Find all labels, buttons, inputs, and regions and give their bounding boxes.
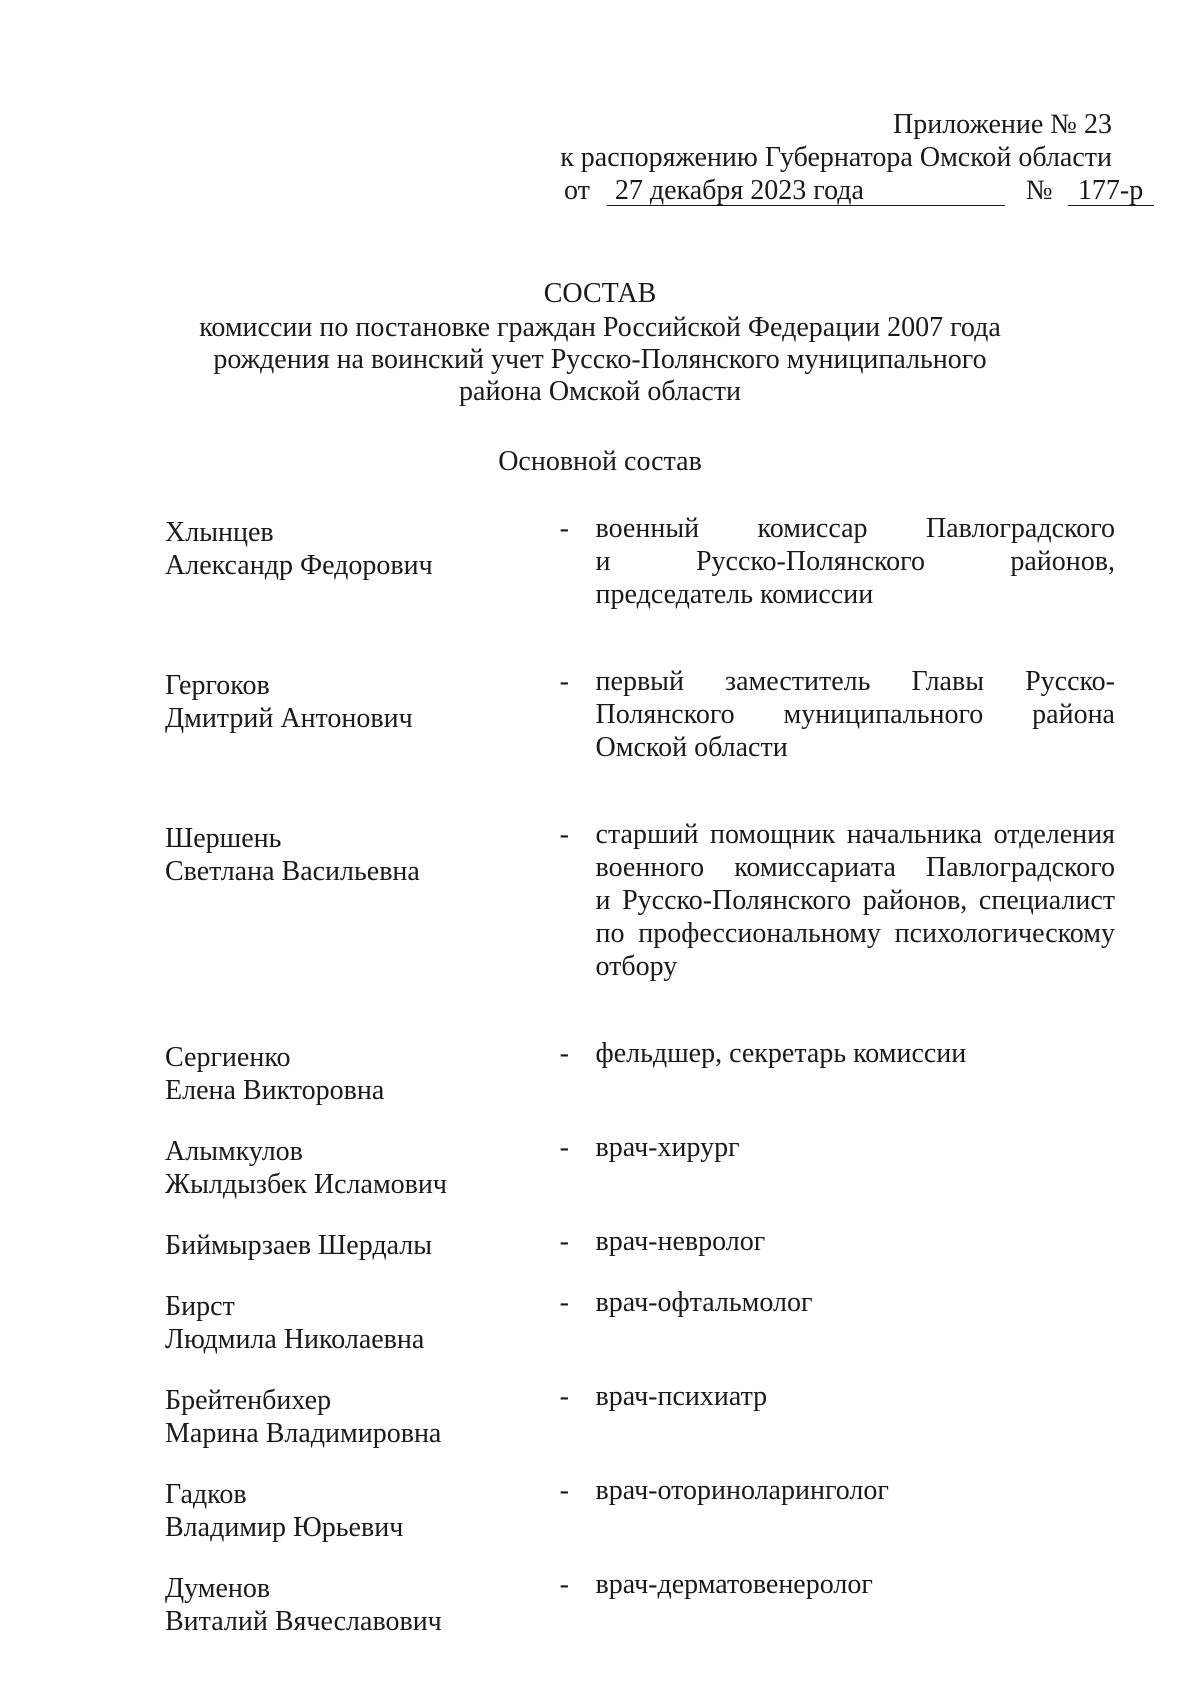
member-name (165, 1225, 560, 1262)
dash-separator: - (559, 1287, 569, 1318)
member-row (165, 1286, 1115, 1356)
dash-separator: - (559, 1475, 569, 1506)
appendix-block (512, 108, 1144, 207)
member-name-line: Шершень (165, 823, 282, 854)
member-name (165, 1037, 560, 1107)
member-role-line: и Русско-Полянского районов, специалист (595, 885, 1115, 916)
order-number: 177-р (1068, 177, 1154, 206)
member-role (596, 1474, 1115, 1544)
member-role-line: врач-оториноларинголог (595, 1475, 889, 1506)
member-role-line: первый заместитель Главы Русско- (595, 666, 1115, 697)
member-role-line: врач-дерматовенеролог (595, 1569, 873, 1600)
member-name-line: Алымкулов (165, 1136, 303, 1167)
member-role-line: отбору (595, 951, 678, 982)
member-name-line: Бирст (165, 1291, 235, 1322)
member-role-line: военный комиссар Павлоградского (595, 513, 1115, 544)
member-role-line: председатель комиссии (595, 579, 874, 610)
appendix-number: Приложение № 23 (893, 109, 1112, 140)
member-name (165, 512, 560, 611)
dash-separator: - (559, 1038, 569, 1069)
member-name-line: Биймырзаев Шердалы (165, 1230, 433, 1261)
member-name-line: Брейтенбихер (165, 1385, 332, 1416)
dash-separator: - (559, 1381, 569, 1412)
member-role (596, 1568, 1115, 1638)
dash-separator: - (559, 666, 569, 697)
member-row (165, 665, 1115, 764)
member-name-line: Сергиенко (165, 1042, 291, 1073)
member-name-line: Жылдызбек Исламович (165, 1169, 447, 1200)
order-date: 27 декабря 2023 года (607, 177, 1005, 206)
member-row (165, 1037, 1115, 1107)
member-role-line: врач-офтальмолог (595, 1287, 813, 1318)
member-name-line: Светлана Васильевна (165, 856, 420, 887)
member-name-line: Дмитрий Антонович (165, 703, 413, 734)
member-name (165, 1474, 560, 1544)
member-role-line: старший помощник начальника отделения (595, 819, 1115, 850)
document-title: СОСТАВ (543, 278, 657, 309)
document-subtitle (0, 312, 1200, 408)
dash-separator: - (559, 819, 569, 850)
member-role (596, 1286, 1115, 1356)
dash-separator: - (559, 1132, 569, 1163)
member-role (596, 665, 1115, 764)
member-name-line: Гергоков (165, 670, 270, 701)
number-sign: № (1025, 175, 1053, 206)
member-name-line: Владимир Юрьевич (165, 1512, 404, 1543)
member-name (165, 1380, 560, 1450)
section-heading: Основной состав (498, 446, 702, 477)
member-name-line: Гадков (165, 1479, 247, 1510)
member-role-line: по профессиональному психологическому (595, 918, 1115, 949)
member-role-line: фельдшер, секретарь комиссии (595, 1038, 967, 1069)
member-row (165, 818, 1115, 983)
member-row (165, 1131, 1115, 1201)
member-name (165, 1131, 560, 1201)
member-name-line: Елена Викторовна (165, 1075, 385, 1106)
member-name (165, 818, 560, 983)
member-row (165, 1568, 1115, 1638)
member-name-line: Людмила Николаевна (165, 1324, 425, 1355)
appendix-order-ref: к распоряжению Губернатора Омской области (560, 142, 1112, 173)
member-role (596, 1225, 1115, 1262)
dash-separator: - (559, 1226, 569, 1257)
member-row (165, 1474, 1115, 1544)
member-row (165, 1225, 1115, 1262)
member-name-line: Думенов (165, 1573, 271, 1604)
member-name-line: Марина Владимировна (165, 1418, 442, 1449)
member-row (165, 512, 1115, 611)
member-name-line: Виталий Вячеславович (165, 1606, 442, 1637)
subtitle-line: рождения на воинский учет Русско-Полянского муниципального (213, 344, 987, 375)
member-role-line: военного комиссариата Павлоградского (595, 852, 1115, 883)
member-role-line: врач-невролог (595, 1226, 766, 1257)
member-role-line: Омской области (595, 732, 788, 763)
member-role (596, 1131, 1115, 1201)
member-role (596, 1380, 1115, 1450)
member-name-line: Хлынцев (165, 517, 274, 548)
member-name (165, 665, 560, 764)
member-list (165, 512, 1115, 1638)
subtitle-line: комиссии по постановке граждан Российской Федерации 2007 года (199, 312, 1001, 343)
member-role (596, 1037, 1115, 1107)
member-name (165, 1568, 560, 1638)
from-label: от (564, 175, 590, 206)
member-role (596, 818, 1115, 983)
member-role-line: врач-психиатр (595, 1381, 768, 1412)
subtitle-line: района Омской области (459, 376, 741, 407)
member-row (165, 1380, 1115, 1450)
appendix-date-line (512, 174, 1144, 207)
member-role-line: Полянского муниципального района (595, 699, 1115, 730)
member-role-line: врач-хирург (595, 1132, 740, 1163)
member-name-line: Александр Федорович (165, 550, 433, 581)
member-name (165, 1286, 560, 1356)
dash-separator: - (559, 1569, 569, 1600)
member-role (596, 512, 1115, 611)
member-role-line: и Русско-Полянского районов, (595, 546, 1115, 577)
dash-separator: - (559, 513, 569, 544)
